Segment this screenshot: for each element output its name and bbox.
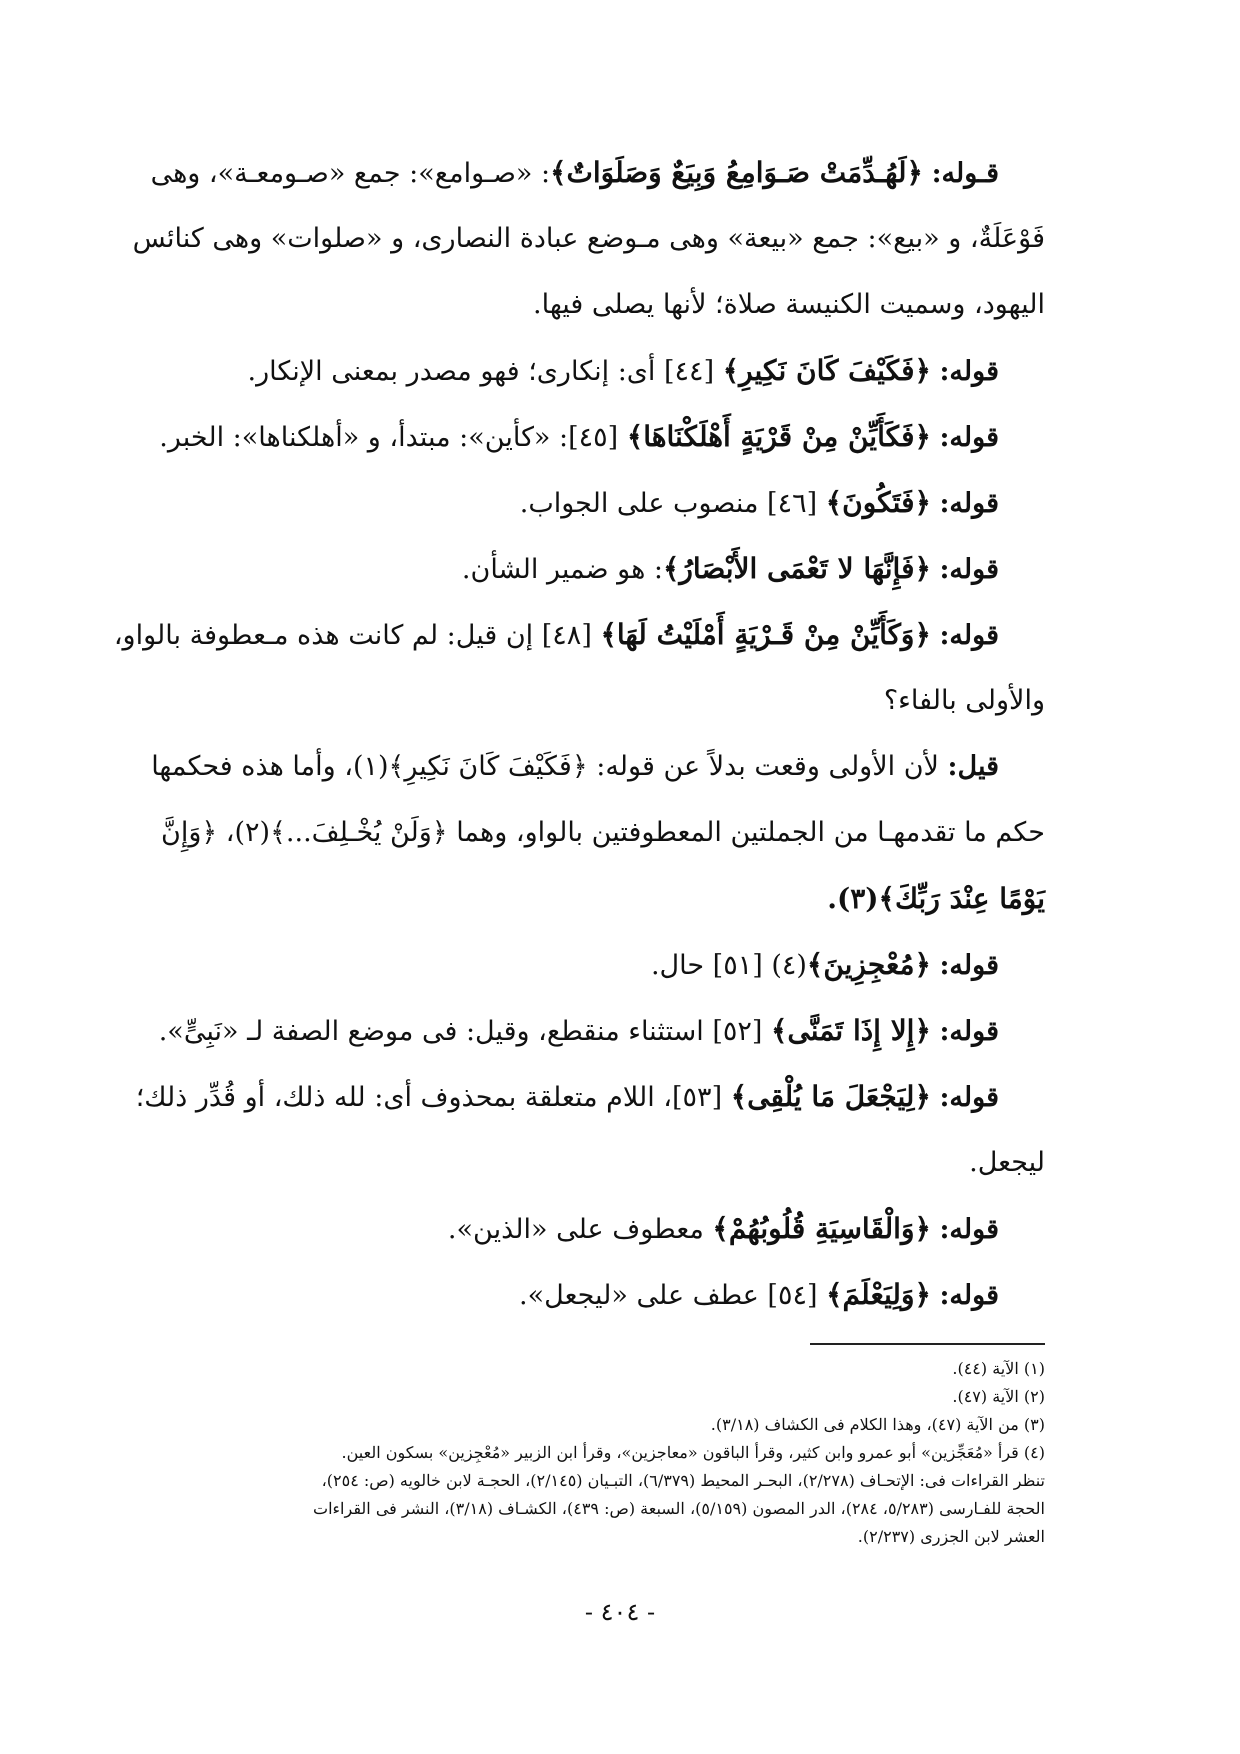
footnote-4-continued: الحجة للفـارسى (٥/٢٨٣، ٢٨٤)، الدر المصون (٥/١٥٩)، السبعة (ص: ٤٣٩)، الكشـاف (٣/١٨)، النشر فى القراءات xyxy=(313,1499,1045,1518)
line-label: قوله: xyxy=(939,488,999,519)
page-number: - ٤٠٤ - xyxy=(584,1598,656,1626)
quran-quote: ﴿فَكَيْفَ كَانَ نَكِيرِ﴾ xyxy=(722,354,931,387)
footnote-4-continued: تنظر القراءات فى: الإتحـاف (٢/٢٧٨)، البحـر المحيط (٦/٣٧٩)، التبـيان (٢/١٤٥)، الحجـة لابن خالويه (ص: ٢٥٤)، xyxy=(321,1471,1045,1490)
text-line-12 xyxy=(185,866,1045,932)
text-line-11 xyxy=(161,800,1045,866)
quran-quote: ﴿وَالْقَاسِيَةِ قُلُوبُهُمْ﴾ xyxy=(712,1212,931,1245)
text-line-13 xyxy=(185,932,1045,998)
text-line-2 xyxy=(132,206,1045,272)
quran-quote: ﴿فَإِنَّهَا لا تَعْمَى الأَبْصَارُ﴾ xyxy=(663,552,931,585)
line-label: قوله: xyxy=(939,1280,999,1311)
footnote-4-continued: العشر لابن الجزرى (٢/٢٣٧). xyxy=(857,1527,1045,1546)
line-text: [٥٤] عطف على «ليجعل». xyxy=(519,1280,818,1311)
line-label: قوله: xyxy=(939,422,999,453)
text-line-18 xyxy=(185,1262,1045,1328)
text-line-6 xyxy=(185,470,1045,536)
line-text: (٤) [٥١] حال. xyxy=(650,950,807,981)
quran-quote: ﴿لَهُـدِّمَتْ صَـوَامِعُ وَبِيَعٌ وَصَلَوَاتٌ﴾ xyxy=(550,156,923,189)
line-text: [٤٨] إن قيل: لم كانت هذه مـعطوفة بالواو، xyxy=(113,620,592,651)
text-line-7 xyxy=(185,536,1045,602)
line-text: حكم ما تقدمهـا من الجملتين المعطوفتين بالواو، وهما ﴿وَلَنْ يُخْـلِفَ...﴾(٢)، ﴿وَإِنَّ xyxy=(161,817,1045,848)
page-body xyxy=(113,140,1045,1328)
quran-quote: ﴿مُعْجِزِينَ﴾ xyxy=(806,948,931,981)
footnote-1: (١) الآية (٤٤). xyxy=(952,1359,1045,1378)
line-text: [٤٤] أى: إنكارى؛ فهو مصدر بمعنى الإنكار. xyxy=(247,356,715,387)
line-text: فَوْعَلَةٌ، و «بيع»: جمع «بيعة» وهى مـوضع عبادة النصارى، و «صلوات» وهى كنائس xyxy=(132,223,1045,254)
text-line-4 xyxy=(185,338,1045,404)
text-line-15 xyxy=(135,1064,1045,1130)
line-text: [٥٢] استثناء منقطع، وقيل: فى موضع الصفة لـ «نَبِىٍّ». xyxy=(158,1016,763,1047)
quran-quote: ﴿لِيَجْعَلَ مَا يُلْقِى﴾ xyxy=(730,1080,931,1113)
line-text: [٤٦] منصوب على الجواب. xyxy=(519,488,818,519)
line-label: قوله: xyxy=(939,1016,999,1047)
line-label: قوله: xyxy=(939,356,999,387)
line-text: : هو ضمير الشأن. xyxy=(461,554,663,585)
line-text: اليهود، وسميت الكنيسة صلاة؛ لأنها يصلى فيها. xyxy=(533,289,1045,320)
text-line-17 xyxy=(185,1196,1045,1262)
text-line-9 xyxy=(185,668,1045,734)
line-text: معطوف على «الذين». xyxy=(447,1214,704,1245)
footnote-2: (٢) الآية (٤٧). xyxy=(952,1387,1045,1406)
line-text: لأن الأولى وقعت بدلاً عن قوله: ﴿فَكَيْفَ كَانَ نَكِيرِ﴾(١)، وأما هذه فحكمها xyxy=(151,751,939,782)
text-line-14 xyxy=(158,998,1045,1064)
text-line-8 xyxy=(113,602,1045,668)
line-text: [٥٣]، اللام متعلقة بمحذوف أى: لله ذلك، أو قُدِّر ذلك؛ xyxy=(135,1082,723,1113)
line-label: قوله: xyxy=(939,1214,999,1245)
quran-quote: ﴿فَكَأَيِّنْ مِنْ قَرْيَةٍ أَهْلَكْنَاهَا﴾ xyxy=(626,420,931,453)
line-label: قوله: xyxy=(939,1082,999,1113)
text-line-16 xyxy=(185,1130,1045,1196)
text-line-1 xyxy=(150,140,1045,206)
line-label: قوله: xyxy=(939,950,999,981)
line-label: قيل: xyxy=(947,751,999,782)
line-text: [٤٥]: «كأين»: مبتدأ، و «أهلكناها»: الخبر. xyxy=(159,422,619,453)
text-line-10 xyxy=(151,734,1045,800)
line-text: : «صـوامع»: جمع «صـومعـة»، وهى xyxy=(150,158,551,189)
text-line-5 xyxy=(159,404,1045,470)
line-text: يَوْمًا عِنْدَ رَبِّكَ﴾(٣). xyxy=(827,882,1045,915)
quran-quote: ﴿إِلا إِذَا تَمَنَّى﴾ xyxy=(771,1014,931,1047)
line-text: والأولى بالفاء؟ xyxy=(883,685,1045,716)
footnote-separator xyxy=(810,1343,1045,1345)
footnote-4: (٤) قرأ «مُعَجِّزين» أبو عمرو وابن كثير، وقرأ الباقون «معاجزين»، وقرأ ابن الزبير «مُعْجِزين» بسكون العين. xyxy=(341,1443,1045,1462)
line-label: قـوله: xyxy=(931,158,999,189)
line-label: قوله: xyxy=(939,554,999,585)
line-text: ليجعل. xyxy=(969,1147,1045,1178)
text-line-3 xyxy=(185,272,1045,338)
footnotes xyxy=(185,1355,1045,1551)
quran-quote: ﴿وَكَأَيِّنْ مِنْ قَـرْيَةٍ أَمْلَيْتُ لَهَا﴾ xyxy=(600,618,931,651)
quran-quote: ﴿فَتَكُونَ﴾ xyxy=(825,486,931,519)
footnote-3: (٣) من الآية (٤٧)، وهذا الكلام فى الكشاف (٣/١٨). xyxy=(710,1415,1045,1434)
quran-quote: ﴿وَلِيَعْلَمَ﴾ xyxy=(826,1278,931,1311)
line-label: قوله: xyxy=(939,620,999,651)
